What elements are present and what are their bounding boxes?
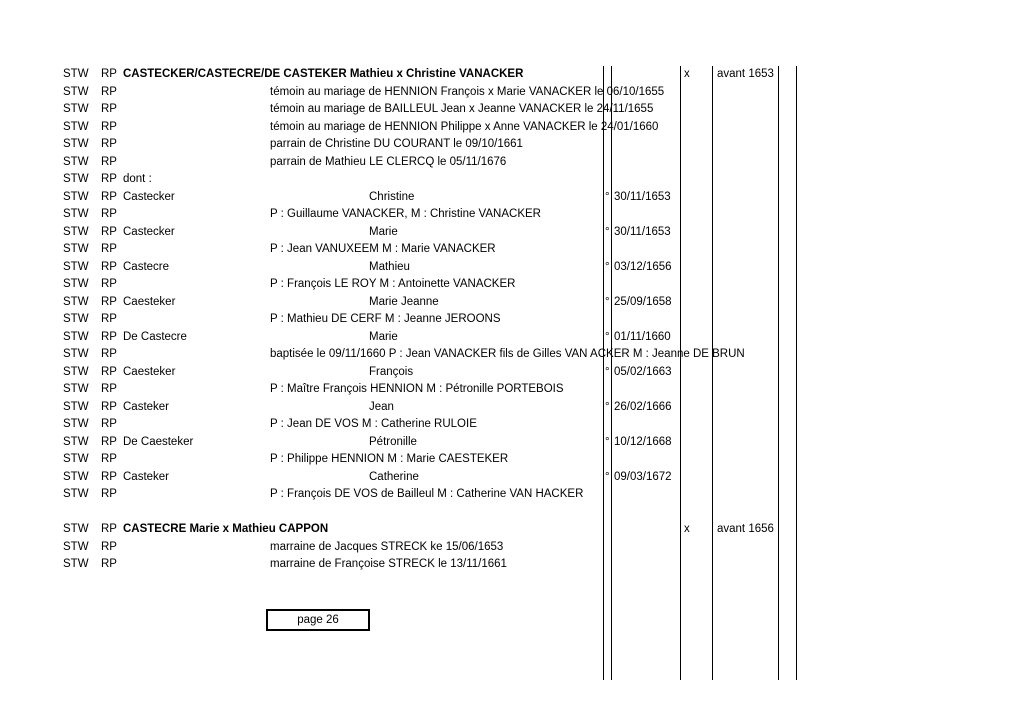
cell-d: marraine de Françoise STRECK le 13/11/1661: [270, 558, 507, 570]
table-row: [0, 119, 1024, 137]
table-row: [0, 241, 1024, 259]
cell-a: STW: [63, 295, 89, 308]
cell-a: STW: [63, 400, 89, 413]
cell-a: STW: [63, 260, 89, 273]
cell-e: Catherine: [369, 470, 419, 483]
cell-b: RP: [101, 400, 117, 413]
cell-d: témoin au mariage de HENNION Philippe x Anne VANACKER le 24/01/1660: [270, 120, 659, 133]
table-row: [0, 66, 1024, 84]
cell-b: RP: [101, 190, 117, 203]
column-rule: [603, 66, 604, 680]
cell-a: STW: [63, 225, 89, 238]
cell-c: Casteker: [123, 400, 170, 413]
table-row: [0, 434, 1024, 452]
cell-a: STW: [63, 208, 89, 220]
cell-x: x: [684, 523, 690, 535]
cell-a: STW: [63, 365, 89, 378]
cell-x: x: [684, 68, 690, 80]
cell-b: RP: [101, 208, 117, 220]
cell-c: De Caesteker: [123, 435, 194, 448]
cell-e: Pétronille: [369, 435, 417, 448]
column-rule: [611, 66, 612, 680]
cell-b: RP: [101, 225, 117, 238]
cell-b: RP: [101, 295, 117, 308]
cell-deg: °: [605, 400, 610, 413]
cell-b: RP: [101, 260, 117, 273]
cell-a: STW: [63, 348, 89, 360]
cell-b: RP: [101, 418, 117, 430]
cell-d: P : Guillaume VANACKER, M : Christine VANACKER: [270, 208, 541, 220]
cell-deg: °: [605, 435, 610, 448]
cell-b: RP: [101, 540, 117, 553]
cell-d: témoin au mariage de BAILLEUL Jean x Jeanne VANACKER le 24/11/1655: [270, 103, 654, 115]
cell-d: parrain de Christine DU COURANT le 09/10/1661: [270, 138, 523, 150]
cell-b: RP: [101, 278, 117, 290]
table-row: [0, 451, 1024, 469]
cell-deg: °: [605, 365, 610, 378]
cell-date: 30/11/1653: [614, 190, 671, 203]
cell-d: P : François LE ROY M : Antoinette VANACKER: [270, 278, 516, 290]
cell-avant: avant 1653: [717, 68, 774, 80]
cell-a: STW: [63, 68, 89, 80]
table-row: [0, 84, 1024, 102]
cell-date: 10/12/1668: [614, 435, 672, 448]
cell-date: 09/03/1672: [614, 470, 672, 483]
cell-a: STW: [63, 558, 89, 570]
cell-d: baptisée le 09/11/1660 P : Jean VANACKER fils de Gilles VAN ACKER M : Jeanne DE BRUN: [270, 348, 745, 360]
cell-b: RP: [101, 470, 117, 483]
table-row: [0, 486, 1024, 504]
cell-a: STW: [63, 330, 89, 343]
cell-e: Marie: [369, 225, 398, 238]
table-row: [0, 171, 1024, 189]
table-row: [0, 189, 1024, 207]
cell-c: Castecre: [123, 260, 170, 273]
table-row: [0, 154, 1024, 172]
cell-d: P : Mathieu DE CERF M : Jeanne JEROONS: [270, 313, 501, 325]
cell-e: François: [369, 365, 414, 378]
cell-date: 26/02/1666: [614, 400, 672, 413]
table-row: [0, 416, 1024, 434]
cell-b: RP: [101, 155, 117, 168]
cell-d: P : Maître François HENNION M : Pétronille PORTEBOIS: [270, 383, 564, 395]
cell-b: RP: [101, 558, 117, 570]
table-row: [0, 469, 1024, 487]
cell-b: RP: [101, 348, 117, 360]
cell-d: P : François DE VOS de Bailleul M : Catherine VAN HACKER: [270, 488, 584, 500]
cell-b: RP: [101, 243, 117, 255]
cell-a: STW: [63, 523, 89, 535]
table-row: [0, 381, 1024, 399]
cell-b: RP: [101, 173, 117, 185]
cell-b: RP: [101, 68, 117, 80]
cell-a: STW: [63, 313, 89, 325]
cell-a: STW: [63, 155, 89, 168]
cell-deg: °: [605, 330, 610, 343]
cell-e: Marie Jeanne: [369, 295, 439, 308]
cell-b: RP: [101, 435, 117, 448]
cell-b: RP: [101, 120, 117, 133]
cell-b: RP: [101, 330, 117, 343]
cell-c: CASTECRE Marie x Mathieu CAPPON: [123, 523, 329, 535]
table-row: [0, 399, 1024, 417]
cell-b: RP: [101, 103, 117, 115]
cell-a: STW: [63, 120, 89, 133]
cell-d: P : Jean DE VOS M : Catherine RULOIE: [270, 418, 477, 430]
cell-e: Mathieu: [369, 260, 410, 273]
cell-b: RP: [101, 383, 117, 395]
cell-a: STW: [63, 173, 89, 185]
cell-deg: °: [605, 190, 610, 203]
cell-a: STW: [63, 278, 89, 290]
table-row: [0, 556, 1024, 574]
table-row: [0, 346, 1024, 364]
column-rule: [680, 66, 681, 680]
cell-b: RP: [101, 488, 117, 500]
cell-c: Caesteker: [123, 295, 176, 308]
cell-a: STW: [63, 138, 89, 150]
cell-deg: °: [605, 225, 610, 238]
cell-date: 25/09/1658: [614, 295, 672, 308]
cell-b: RP: [101, 453, 117, 465]
cell-b: RP: [101, 138, 117, 150]
page-number: page 26: [297, 614, 339, 626]
table-row: [0, 206, 1024, 224]
cell-a: STW: [63, 488, 89, 500]
table-row: [0, 504, 1024, 522]
cell-a: STW: [63, 243, 89, 255]
cell-date: 05/02/1663: [614, 365, 672, 378]
cell-b: RP: [101, 523, 117, 535]
table-row: [0, 294, 1024, 312]
cell-e: Marie: [369, 330, 398, 343]
cell-a: STW: [63, 540, 89, 553]
cell-d: P : Philippe HENNION M : Marie CAESTEKER: [270, 453, 509, 465]
cell-c: dont :: [123, 173, 152, 185]
table-row: [0, 101, 1024, 119]
table-row: [0, 364, 1024, 382]
cell-c: Casteker: [123, 470, 170, 483]
cell-a: STW: [63, 418, 89, 430]
cell-c: Castecker: [123, 190, 175, 203]
table-row: [0, 521, 1024, 539]
table-row: [0, 276, 1024, 294]
column-rule: [778, 66, 779, 680]
cell-d: parrain de Mathieu LE CLERCQ le 05/11/1676: [270, 155, 507, 168]
cell-deg: °: [605, 260, 610, 273]
cell-a: STW: [63, 470, 89, 483]
cell-e: Jean: [369, 400, 394, 413]
page-number-box: [266, 609, 370, 631]
cell-a: STW: [63, 453, 89, 465]
cell-b: RP: [101, 313, 117, 325]
table-row: [0, 311, 1024, 329]
table-row: [0, 224, 1024, 242]
cell-date: 03/12/1656: [614, 260, 672, 273]
table-row: [0, 539, 1024, 557]
column-rule: [796, 66, 797, 680]
cell-avant: avant 1656: [717, 523, 774, 535]
cell-b: RP: [101, 85, 117, 98]
cell-d: témoin au mariage de HENNION François x Marie VANACKER le 06/10/1655: [270, 85, 665, 98]
cell-d: P : Jean VANUXEEM M : Marie VANACKER: [270, 243, 496, 255]
cell-c: Caesteker: [123, 365, 176, 378]
cell-a: STW: [63, 383, 89, 395]
cell-date: 01/11/1660: [614, 330, 671, 343]
cell-deg: °: [605, 295, 610, 308]
cell-e: Christine: [369, 190, 415, 203]
table-row: [0, 136, 1024, 154]
cell-a: STW: [63, 103, 89, 115]
column-rule: [712, 66, 713, 680]
cell-b: RP: [101, 365, 117, 378]
cell-a: STW: [63, 85, 89, 98]
cell-c: De Castecre: [123, 330, 187, 343]
cell-deg: °: [605, 470, 610, 483]
cell-a: STW: [63, 435, 89, 448]
table-row: [0, 259, 1024, 277]
cell-d: marraine de Jacques STRECK ke 15/06/1653: [270, 540, 504, 553]
cell-a: STW: [63, 190, 89, 203]
cell-c: Castecker: [123, 225, 175, 238]
cell-date: 30/11/1653: [614, 225, 671, 238]
table-row: [0, 329, 1024, 347]
cell-c: CASTECKER/CASTECRE/DE CASTEKER Mathieu x Christine VANACKER: [123, 68, 524, 80]
